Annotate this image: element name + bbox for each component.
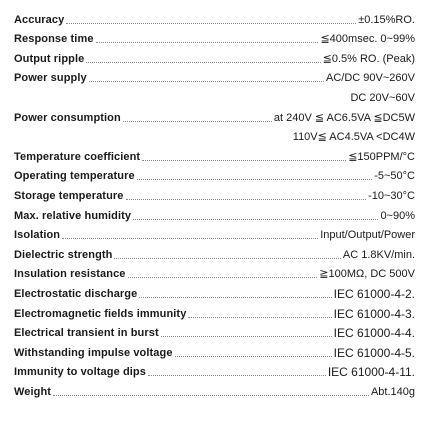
spec-value: ≦150PPM/°C: [348, 150, 415, 163]
spec-value: IEC 61000-4-5.: [333, 345, 415, 360]
spec-row-dielectric-strength: [14, 244, 415, 264]
spec-row-storage-temperature: [14, 185, 415, 205]
dot-leader: [175, 356, 332, 357]
spec-label: Insulation resistance: [14, 268, 126, 281]
spec-row-isolation: [14, 225, 415, 245]
spec-value: ≦400msec. 0~99%: [320, 33, 415, 46]
dot-leader: [128, 277, 318, 278]
spec-row-operating-temperature: [14, 166, 415, 186]
spec-row-weight: [14, 381, 415, 401]
dot-leader: [123, 121, 272, 122]
spec-value: at 240V ≦ AC6.5VA ≦DC5W: [273, 111, 415, 124]
spec-row-max-relative-humidity: [14, 205, 415, 225]
spec-value: 110V≦ AC4.5VA <DC4W: [292, 131, 415, 144]
spec-label: Operating temperature: [14, 170, 135, 183]
spec-value: -10~30°C: [368, 189, 415, 202]
spec-row-electrical-transient-in-burst: [14, 323, 415, 343]
spec-row-temperature-coefficient: [14, 146, 415, 166]
spec-row-power-consumption-110v: [14, 127, 415, 147]
spec-label: Dielectric strength: [14, 248, 113, 261]
dot-leader: [161, 336, 332, 337]
spec-row-withstanding-impulse-voltage: [14, 342, 415, 362]
spec-label: Temperature coefficient: [14, 150, 141, 163]
spec-row-immunity-to-voltage-dips: [14, 362, 415, 382]
spec-row-power-supply: [14, 68, 415, 88]
spec-value: IEC 61000-4-11.: [327, 365, 415, 380]
dot-leader: [139, 297, 331, 298]
dot-leader: [126, 199, 367, 200]
spec-value: IEC 61000-4-4.: [333, 326, 415, 341]
spec-row-response-time: [14, 29, 415, 49]
dot-leader: [86, 62, 320, 63]
spec-value: IEC 61000-4-2.: [333, 286, 415, 301]
spec-label: Withstanding impulse voltage: [14, 346, 173, 359]
dot-leader: [62, 238, 318, 239]
spec-label: Power consumption: [14, 111, 121, 124]
dot-leader: [137, 179, 373, 180]
spec-value: Abt.140g: [370, 385, 415, 398]
spec-label: Power supply: [14, 72, 87, 85]
spec-row-electrostatic-discharge: [14, 283, 415, 303]
dot-leader: [133, 219, 378, 220]
spec-row-power-supply-dc: [14, 87, 415, 107]
spec-label: Weight: [14, 385, 52, 398]
spec-row-electromagnetic-fields-immunity: [14, 303, 415, 323]
spec-label: Storage temperature: [14, 189, 124, 202]
spec-value: 0~90%: [380, 209, 415, 222]
dot-leader: [142, 160, 346, 161]
spec-label: Isolation: [14, 229, 61, 242]
dot-leader: [188, 317, 331, 318]
spec-value: IEC 61000-4-3.: [333, 306, 415, 321]
spec-label: Electrical transient in burst: [14, 327, 159, 340]
spec-value: Input/Output/Power: [320, 229, 415, 242]
dot-leader: [96, 42, 319, 43]
dot-leader: [53, 395, 369, 396]
spec-row-power-consumption: [14, 107, 415, 127]
spec-row-insulation-resistance: [14, 264, 415, 284]
spec-value: ≧100MΩ, DC 500V: [319, 268, 415, 281]
spec-label: Electromagnetic fields immunity: [14, 307, 187, 320]
spec-label: Output ripple: [14, 52, 85, 65]
dot-leader: [114, 258, 340, 259]
spec-row-accuracy: [14, 9, 415, 29]
spec-label: Immunity to voltage dips: [14, 366, 146, 379]
spec-value: -5~50°C: [374, 170, 415, 183]
spec-label: Electrostatic discharge: [14, 287, 138, 300]
spec-value: AC/DC 90V~260V: [326, 72, 415, 85]
spec-value: ≦0.5% RO. (Peak): [322, 52, 415, 65]
spec-label: Accuracy: [14, 13, 65, 26]
spec-label: Response time: [14, 33, 94, 46]
spec-value: AC 1.8KV/min.: [342, 248, 415, 261]
spec-row-output-ripple: [14, 48, 415, 68]
dot-leader: [89, 81, 324, 82]
dot-leader: [66, 23, 356, 24]
spec-label: Max. relative humidity: [14, 209, 132, 222]
spec-value: DC 20V~60V: [350, 91, 415, 104]
dot-leader: [148, 375, 326, 376]
spec-value: ±0.15%RO.: [358, 13, 415, 26]
